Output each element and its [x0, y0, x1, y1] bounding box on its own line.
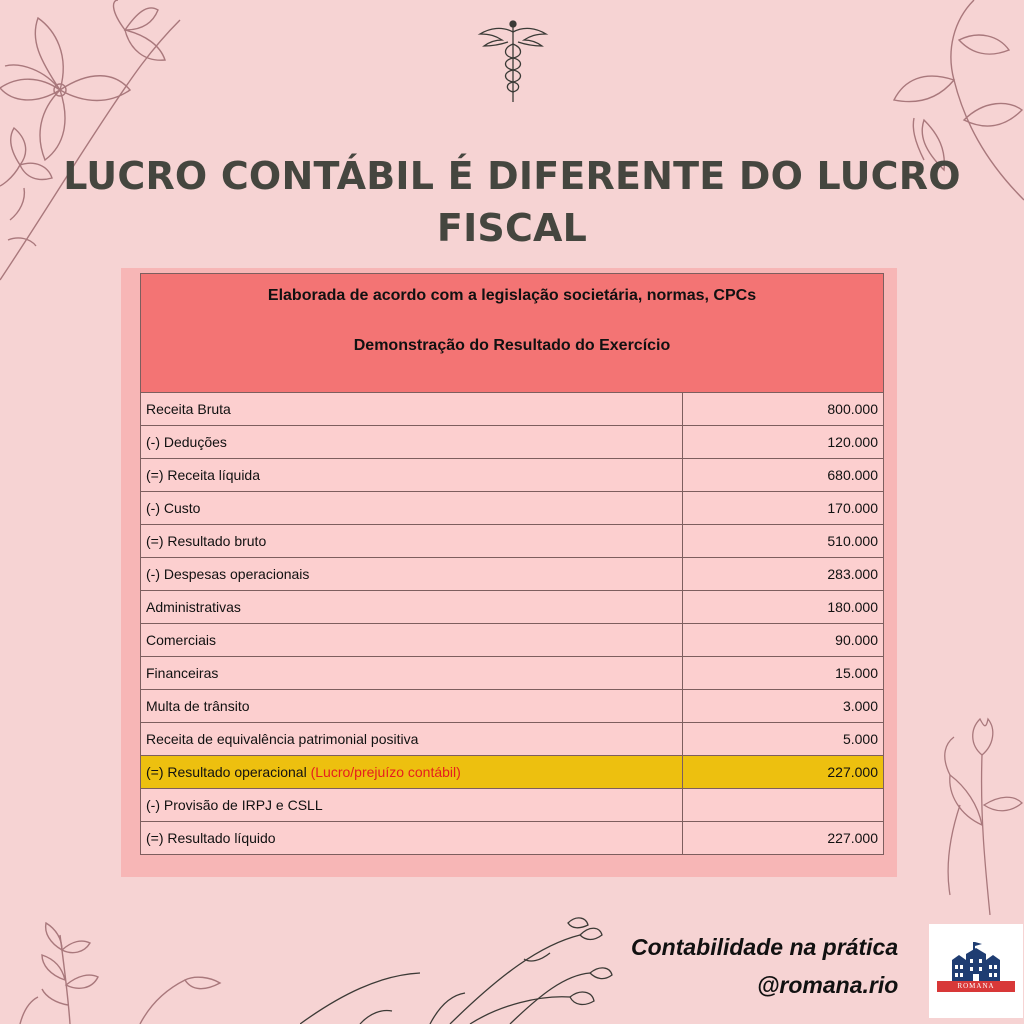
table-row: [141, 624, 884, 657]
table-row: [141, 525, 884, 558]
row-value: 800.000: [683, 393, 884, 426]
row-value: 283.000: [683, 558, 884, 591]
table-row: [141, 789, 884, 822]
row-label: Comerciais: [141, 624, 683, 657]
row-label: (=) Receita líquida: [141, 459, 683, 492]
row-label: Multa de trânsito: [141, 690, 683, 723]
row-value: 680.000: [683, 459, 884, 492]
table-row: [141, 591, 884, 624]
row-value: 227.000: [683, 822, 884, 855]
row-label: (-) Deduções: [141, 426, 683, 459]
row-label: (=) Resultado bruto: [141, 525, 683, 558]
title-line-2: FISCAL: [436, 206, 588, 250]
row-label: (-) Despesas operacionais: [141, 558, 683, 591]
row-label: Financeiras: [141, 657, 683, 690]
row-value: 227.000: [683, 756, 884, 789]
row-label: [141, 756, 683, 789]
table-row: [141, 657, 884, 690]
building-icon: [950, 942, 1002, 982]
income-statement-table: [140, 273, 884, 855]
row-label: Receita de equivalência patrimonial positiva: [141, 723, 683, 756]
footer-tagline: Contabilidade na prática: [631, 934, 899, 960]
row-label-note: (Lucro/prejuízo contábil): [310, 764, 461, 780]
page-title: [60, 150, 964, 254]
romana-logo: [929, 924, 1023, 1018]
row-label: Administrativas: [141, 591, 683, 624]
row-value: [683, 789, 884, 822]
row-value: 3.000: [683, 690, 884, 723]
row-value: 120.000: [683, 426, 884, 459]
table-row: [141, 459, 884, 492]
row-label: (=) Resultado líquido: [141, 822, 683, 855]
caduceus-icon: [476, 18, 550, 104]
row-value: 170.000: [683, 492, 884, 525]
row-value: 15.000: [683, 657, 884, 690]
row-value: 5.000: [683, 723, 884, 756]
row-value: 180.000: [683, 591, 884, 624]
table-header-subtitle: Elaborada de acordo com a legislação societária, normas, CPCs: [267, 287, 757, 304]
table-row: [141, 492, 884, 525]
row-label: (-) Custo: [141, 492, 683, 525]
row-label: (-) Provisão de IRPJ e CSLL: [141, 789, 683, 822]
flower-sprig-bottom-decoration: [300, 915, 630, 1024]
title-line-1: LUCRO CONTÁBIL É DIFERENTE DO LUCRO: [63, 154, 961, 198]
row-label: Receita Bruta: [141, 393, 683, 426]
table-row: [141, 426, 884, 459]
table-row-highlighted: [141, 756, 884, 789]
row-value: 510.000: [683, 525, 884, 558]
table-row: [141, 822, 884, 855]
table-row: [141, 690, 884, 723]
table-row: [141, 393, 884, 426]
table-header-title: Demonstração do Resultado do Exercício: [353, 337, 671, 354]
table-header: [141, 274, 884, 393]
leaf-bottom-left-decoration: [0, 905, 250, 1024]
tulip-right-decoration: [930, 715, 1024, 915]
table-row: [141, 723, 884, 756]
logo-text: ROMANA: [937, 981, 1015, 992]
table-header-cell: [141, 274, 884, 393]
table-row: [141, 558, 884, 591]
row-value: 90.000: [683, 624, 884, 657]
footer-handle: @romana.rio: [757, 972, 899, 998]
row-label-text: (=) Resultado operacional: [146, 764, 307, 780]
